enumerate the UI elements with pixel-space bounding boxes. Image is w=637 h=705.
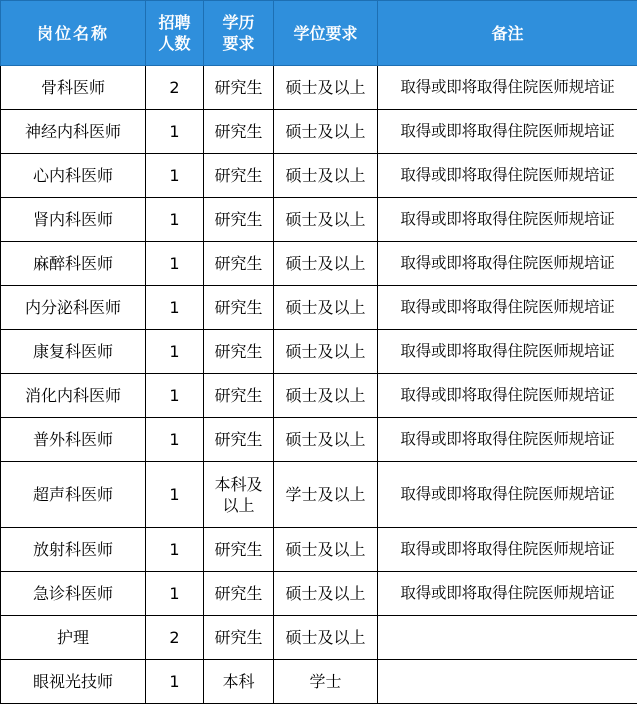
cell-count: 1	[146, 110, 204, 154]
header-note: 备注	[378, 1, 637, 66]
cell-education: 本科及 以上	[204, 462, 274, 528]
table-row	[1, 242, 637, 286]
cell-education: 研究生	[204, 330, 274, 374]
table-row	[1, 418, 637, 462]
cell-note: 取得或即将取得住院医师规培证	[378, 286, 637, 330]
table-row	[1, 616, 637, 660]
cell-education: 本科	[204, 660, 274, 704]
cell-count: 1	[146, 242, 204, 286]
header-count: 招聘 人数	[146, 1, 204, 66]
cell-degree: 学士	[274, 660, 378, 704]
table-row	[1, 286, 637, 330]
cell-count: 1	[146, 528, 204, 572]
cell-position: 麻醉科医师	[1, 242, 146, 286]
cell-degree: 硕士及以上	[274, 242, 378, 286]
cell-education: 研究生	[204, 616, 274, 660]
table-row	[1, 110, 637, 154]
table-header	[1, 1, 637, 66]
cell-education: 研究生	[204, 110, 274, 154]
cell-note: 取得或即将取得住院医师规培证	[378, 418, 637, 462]
cell-degree: 硕士及以上	[274, 286, 378, 330]
cell-count: 1	[146, 418, 204, 462]
cell-note: 取得或即将取得住院医师规培证	[378, 242, 637, 286]
header-row	[1, 1, 637, 66]
cell-count: 1	[146, 198, 204, 242]
cell-count: 1	[146, 462, 204, 528]
table-row	[1, 154, 637, 198]
cell-position: 内分泌科医师	[1, 286, 146, 330]
cell-count: 2	[146, 66, 204, 110]
cell-note	[378, 616, 637, 660]
cell-degree: 学士及以上	[274, 462, 378, 528]
cell-count: 2	[146, 616, 204, 660]
cell-position: 骨科医师	[1, 66, 146, 110]
cell-note: 取得或即将取得住院医师规培证	[378, 154, 637, 198]
cell-count: 1	[146, 330, 204, 374]
cell-position: 超声科医师	[1, 462, 146, 528]
cell-education: 研究生	[204, 374, 274, 418]
table-row	[1, 462, 637, 528]
table-row	[1, 660, 637, 704]
cell-degree: 硕士及以上	[274, 66, 378, 110]
cell-degree: 硕士及以上	[274, 528, 378, 572]
cell-degree: 硕士及以上	[274, 572, 378, 616]
cell-degree: 硕士及以上	[274, 110, 378, 154]
cell-note	[378, 660, 637, 704]
cell-position: 肾内科医师	[1, 198, 146, 242]
cell-degree: 硕士及以上	[274, 616, 378, 660]
table-row	[1, 198, 637, 242]
cell-note: 取得或即将取得住院医师规培证	[378, 528, 637, 572]
cell-note: 取得或即将取得住院医师规培证	[378, 462, 637, 528]
cell-education: 研究生	[204, 286, 274, 330]
cell-education: 研究生	[204, 242, 274, 286]
cell-position: 心内科医师	[1, 154, 146, 198]
cell-note: 取得或即将取得住院医师规培证	[378, 330, 637, 374]
cell-position: 眼视光技师	[1, 660, 146, 704]
cell-count: 1	[146, 660, 204, 704]
cell-position: 康复科医师	[1, 330, 146, 374]
cell-education: 研究生	[204, 418, 274, 462]
table-row	[1, 572, 637, 616]
table-row	[1, 374, 637, 418]
cell-education: 研究生	[204, 198, 274, 242]
cell-count: 1	[146, 572, 204, 616]
cell-note: 取得或即将取得住院医师规培证	[378, 66, 637, 110]
cell-education: 研究生	[204, 528, 274, 572]
cell-degree: 硕士及以上	[274, 198, 378, 242]
table-row	[1, 528, 637, 572]
cell-education: 研究生	[204, 66, 274, 110]
cell-position: 普外科医师	[1, 418, 146, 462]
table-body	[1, 66, 637, 704]
header-degree: 学位要求	[274, 1, 378, 66]
cell-position: 护理	[1, 616, 146, 660]
cell-degree: 硕士及以上	[274, 154, 378, 198]
cell-degree: 硕士及以上	[274, 418, 378, 462]
header-position: 岗位名称	[1, 1, 146, 66]
cell-position: 放射科医师	[1, 528, 146, 572]
cell-position: 消化内科医师	[1, 374, 146, 418]
cell-count: 1	[146, 154, 204, 198]
cell-position: 神经内科医师	[1, 110, 146, 154]
cell-count: 1	[146, 374, 204, 418]
header-education: 学历 要求	[204, 1, 274, 66]
cell-note: 取得或即将取得住院医师规培证	[378, 110, 637, 154]
cell-education: 研究生	[204, 154, 274, 198]
cell-education: 研究生	[204, 572, 274, 616]
cell-position: 急诊科医师	[1, 572, 146, 616]
cell-note: 取得或即将取得住院医师规培证	[378, 374, 637, 418]
cell-count: 1	[146, 286, 204, 330]
cell-degree: 硕士及以上	[274, 374, 378, 418]
table-row	[1, 66, 637, 110]
cell-degree: 硕士及以上	[274, 330, 378, 374]
cell-note: 取得或即将取得住院医师规培证	[378, 572, 637, 616]
table-row	[1, 330, 637, 374]
cell-note: 取得或即将取得住院医师规培证	[378, 198, 637, 242]
